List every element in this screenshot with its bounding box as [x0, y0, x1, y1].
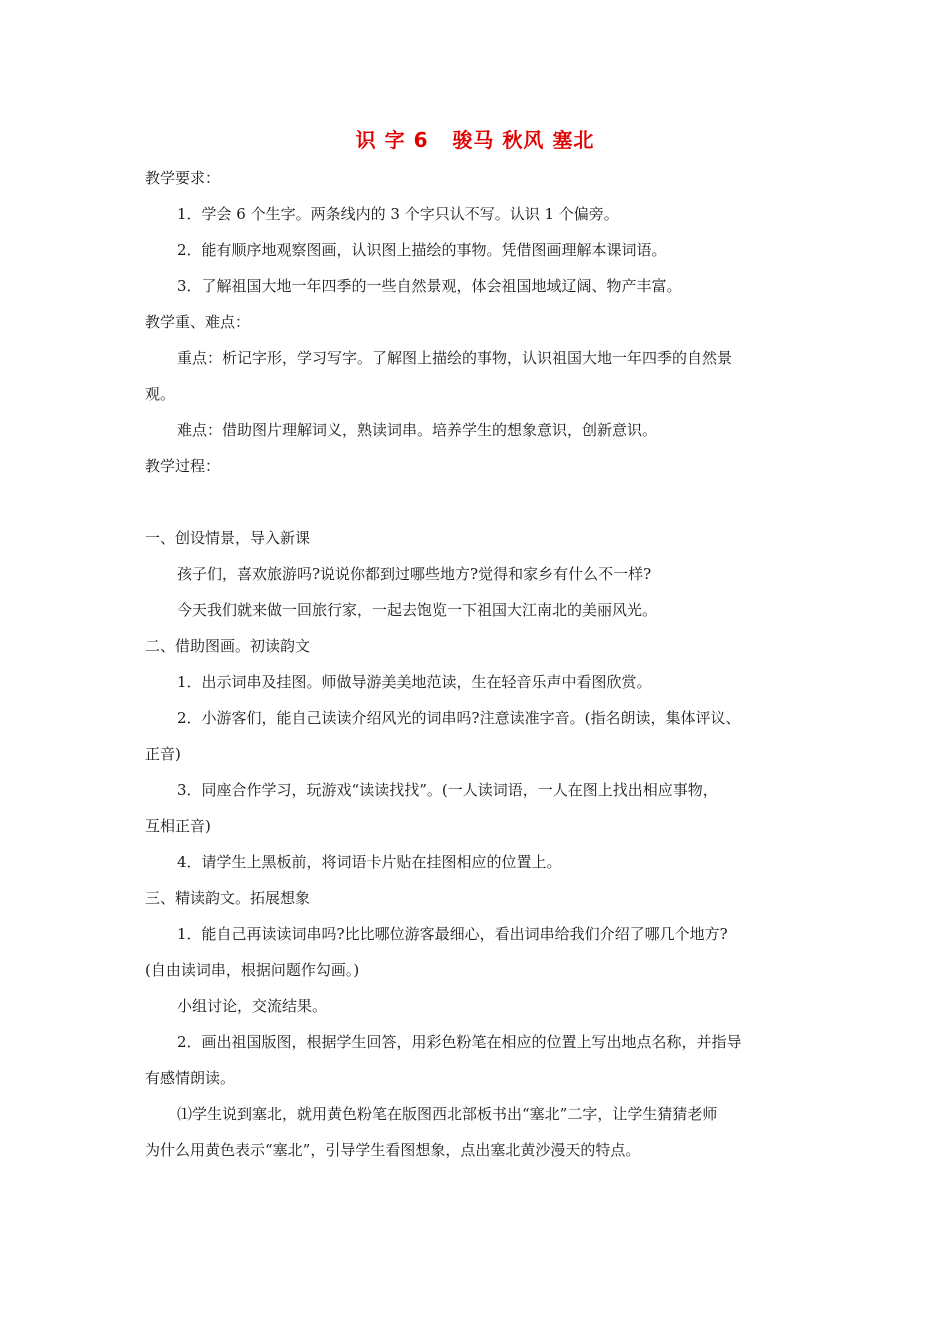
section-heading: 教学要求： — [145, 169, 221, 187]
paragraph: 1．能自己再读读词串吗?比比哪位游客最细心，看出词串给我们介绍了哪几个地方? — [177, 925, 728, 943]
paragraph-cont: 正音) — [145, 745, 181, 763]
blank-line — [145, 484, 810, 520]
paragraph: 小组讨论，交流结果。 — [177, 997, 328, 1015]
paragraph: 3．同座合作学习，玩游戏“读读找找”。(一人读词语，一人在图上找出相应事物， — [177, 781, 718, 799]
paragraph: 2．画出祖国版图，根据学生回答，用彩色粉笔在相应的位置上写出地点名称，并指导 — [177, 1033, 742, 1051]
paragraph: ⑴学生说到塞北，就用黄色粉笔在版图西北部板书出“塞北”二字，让学生猜猜老师 — [177, 1105, 718, 1123]
lesson-body — [145, 160, 810, 1168]
section-heading: 教学重、难点： — [145, 313, 251, 331]
requirement-item: 1．学会 6 个生字。两条线内的 3 个字只认不写。认识 1 个偏旁。 — [177, 205, 619, 223]
paragraph-cont: 有感情朗读。 — [145, 1069, 236, 1087]
lesson-title: 识 字 6 骏马 秋风 塞北 — [355, 128, 595, 152]
requirement-item: 2．能有顺序地观察图画，认识图上描绘的事物。凭借图画理解本课词语。 — [177, 241, 667, 259]
paragraph: 2．小游客们，能自己读读介绍风光的词串吗?注意读准字音。(指名朗读，集体评议、 — [177, 709, 741, 727]
key-point-text-cont: 观。 — [145, 385, 176, 403]
paragraph-cont: (自由读词串，根据问题作勾画。) — [145, 961, 360, 979]
paragraph-cont: 为什么用黄色表示“塞北”，引导学生看图想象，点出塞北黄沙漫天的特点。 — [145, 1141, 641, 1159]
step-heading: 三、精读韵文。拓展想象 — [145, 889, 311, 907]
section-heading: 教学过程： — [145, 457, 221, 475]
requirement-item: 3．了解祖国大地一年四季的一些自然景观，体会祖国地域辽阔、物产丰富。 — [177, 277, 682, 295]
step-heading: 二、借助图画。初读韵文 — [145, 637, 311, 655]
paragraph-cont: 互相正音) — [145, 817, 211, 835]
key-point-text: 重点：析记字形，学习写字。了解图上描绘的事物，认识祖国大地一年四季的自然景 — [177, 349, 733, 367]
paragraph: 孩子们，喜欢旅游吗?说说你都到过哪些地方?觉得和家乡有什么不一样? — [177, 565, 652, 583]
paragraph: 1．出示词串及挂图。师做导游美美地范读，生在轻音乐声中看图欣赏。 — [177, 673, 652, 691]
step-heading: 一、创设情景，导入新课 — [145, 529, 311, 547]
difficulty-text: 难点：借助图片理解词义，熟读词串。培养学生的想象意识，创新意识。 — [177, 421, 658, 439]
paragraph: 今天我们就来做一回旅行家，一起去饱览一下祖国大江南北的美丽风光。 — [177, 601, 658, 619]
paragraph: 4．请学生上黑板前，将词语卡片贴在挂图相应的位置上。 — [177, 853, 562, 871]
